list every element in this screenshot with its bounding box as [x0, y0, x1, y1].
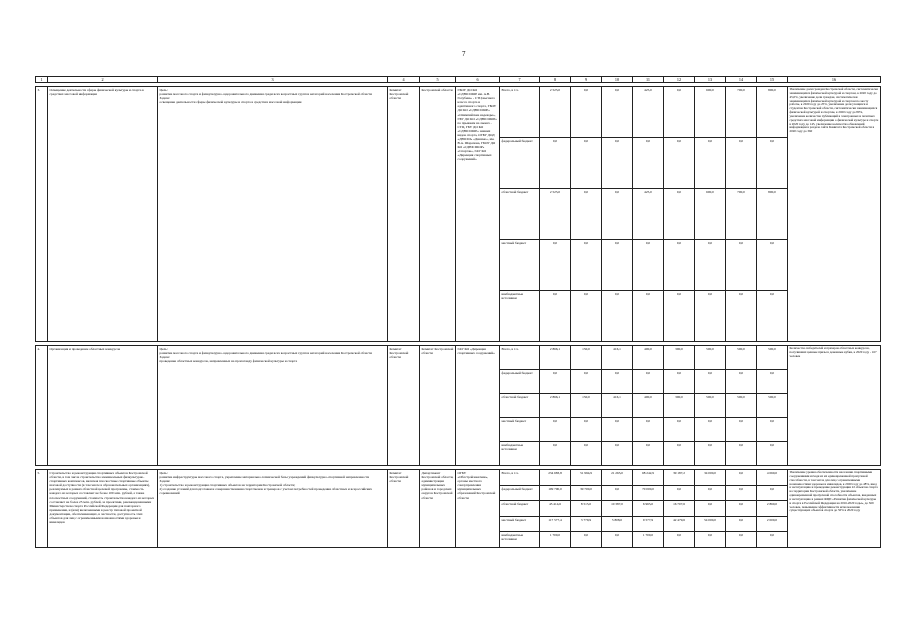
task-text: 2) создание условий для подготовки и совершенствования спортсменов и тренеров с учетом потребностей проведения областных и всероссийских соревнований [159, 487, 372, 496]
responsible-executor: Комитет Костромской области [388, 87, 420, 342]
funding-value: 800,0 [757, 189, 788, 240]
funding-value: 500,0 [695, 346, 726, 370]
funding-value: 0,0 [695, 291, 726, 342]
funding-value: 0,0 [571, 87, 602, 138]
tasks-label: Задача: [159, 355, 170, 360]
funding-source: внебюджетные источники [500, 532, 540, 548]
funding-value: 0,0 [540, 442, 571, 466]
funding-value: 400,0 [633, 394, 664, 418]
funding-value: 0,0 [695, 138, 726, 189]
funding-source: областной бюджет [500, 189, 540, 240]
funding-value: 0,0 [695, 418, 726, 442]
expected-result: Увеличение уровня обеспеченности населения спортивными сооружениями исходя из их единовременной пропускной способности, в том числе для лиц с ограниченными возможностями здоровья и инвалидов, к 2020 году до 48%, ввод в эксплуатацию и проведение реконструкции 22 объектов спорта на территории Костромской области, увеличение единовременной пропускной способности объектов, введенных в эксплуатацию в рамках ФЦП «Развитие физической культуры и спорта в Российской Федерации на 2016-2020 годы», до 369 человек, повышение эффективности использования существующих объектов спорта до 50% в 2020 году [788, 470, 881, 548]
page-number: 7 [462, 50, 466, 58]
responsible-executor: Комитет Костромской области [388, 346, 420, 466]
funding-value: 500,0 [757, 346, 788, 370]
funding-value: 6 965,0 [633, 501, 664, 517]
funding-value: 4 060,0 [757, 470, 788, 486]
funding-value: 0,0 [695, 370, 726, 394]
funding-value: 0,0 [695, 501, 726, 517]
funding-value: 500,0 [726, 346, 757, 370]
funding-value: 0,0 [664, 418, 695, 442]
tasks-label: Задачи: [159, 479, 171, 484]
funding-value: 500,0 [695, 394, 726, 418]
funding-value: 500,0 [757, 394, 788, 418]
funding-value: 150,0 [571, 346, 602, 370]
funding-value: 390,0 [664, 346, 695, 370]
funding-source: внебюджетные источники [500, 291, 540, 342]
funding-value: 0,0 [602, 138, 633, 189]
task-text: проведение областных конкурсов, направленных на пропаганду физической культуры и спорта [159, 359, 298, 364]
funding-value: 0,0 [695, 240, 726, 291]
funding-value: 5 808,0 [602, 516, 633, 532]
funding-value: 400,0 [633, 346, 664, 370]
funding-value: 3 779,9 [571, 516, 602, 532]
table-row [36, 346, 881, 370]
header-cell: 15 [757, 77, 788, 83]
table-row [36, 87, 881, 138]
section-number: 3. [36, 87, 48, 342]
header-cell: 2 [48, 77, 158, 83]
funding-source: Всего, в т.ч. [500, 87, 540, 138]
header-cell: 1 [36, 77, 48, 83]
goal-and-tasks [158, 470, 388, 548]
funding-source: внебюджетные источники [500, 442, 540, 466]
header-cell: 13 [695, 77, 726, 83]
funding-value: 0,0 [695, 442, 726, 466]
funding-value: 0,0 [757, 532, 788, 548]
funding-value: 0,0 [726, 370, 757, 394]
funding-value: 45 414,6 [540, 501, 571, 517]
funding-value: 0,0 [540, 418, 571, 442]
goal-and-tasks [158, 87, 388, 342]
funding-value: 109 700,0 [540, 485, 571, 501]
funding-value: 425,0 [633, 87, 664, 138]
funding-value: 0,0 [571, 189, 602, 240]
funding-value: 39 700,0 [571, 485, 602, 501]
funding-value: 0,0 [664, 240, 695, 291]
header-cell: 11 [633, 77, 664, 83]
funding-value: 0,0 [602, 532, 633, 548]
funding-value: 51 994,9 [571, 470, 602, 486]
funding-value: 0,0 [602, 189, 633, 240]
funding-value: 0,0 [757, 485, 788, 501]
funding-value: 0,0 [726, 532, 757, 548]
co-executor: Департамент Костромской области, администрации муниципальных районов и городских округов Костромской области [420, 470, 456, 548]
funding-source: областной бюджет [500, 394, 540, 418]
funding-value: 150,0 [571, 394, 602, 418]
funding-value: 0,0 [757, 418, 788, 442]
funding-value: 0,0 [633, 291, 664, 342]
goal-and-tasks [158, 346, 388, 466]
goal-text: развитие массового спорта и физкультурно-оздоровительного движения среди всех возрастных групп и категорий населения Костромской области [159, 351, 372, 356]
funding-value: 1 700,0 [540, 532, 571, 548]
funding-value: 0,0 [757, 291, 788, 342]
section-name: Освещение деятельности сферы физической культуры и спорта в средствах массовой информации [48, 87, 158, 342]
funding-value: 0,0 [726, 418, 757, 442]
funding-value: 600,0 [695, 189, 726, 240]
participants: ГБОУ ДО КО «СДЮСШОР им. А.В. Голубева» - СТЦ высшего класса спорта и адаптивного спорта, ГБОУ ДО КО «СДЮСШОР» «Олимпийские надежды», ГБУ ДО КО «СДЮСШОР» по прыжкам на лыжах - СТЦ, ГБУ ДО КО «СДЮСШОР» зимних видов спорта, ОГБУ ДОД «ДЮСШ» «Динамо», им. В.А. Шарапова, ГБОУ ДО КО «СДЮСШОР» «Спартак», ГАУ КО «Дирекция спортивных сооружений» [456, 87, 500, 342]
goal-text: развитие массового спорта и физкультурно-оздоровительного движения среди всех возрастных групп и категорий населения Костромской области [159, 92, 372, 97]
header-cell: 6 [456, 77, 500, 83]
funding-source: федеральный бюджет [500, 485, 540, 501]
funding-value: 600,0 [695, 87, 726, 138]
funding-value: 54 000,0 [695, 516, 726, 532]
funding-value: 42 479,6 [664, 516, 695, 532]
funding-value: 234 683,8 [540, 470, 571, 486]
funding-value: 425,0 [633, 189, 664, 240]
task-text: освещение деятельности сферы физической культуры и спорта в средствах массовой информации [159, 100, 302, 105]
funding-value: 0,0 [571, 240, 602, 291]
funding-value: 9 577,9 [633, 516, 664, 532]
goal-label: Цель: [159, 347, 168, 352]
funding-value: 0,0 [664, 442, 695, 466]
header-cell: 14 [726, 77, 757, 83]
funding-value: 0,0 [633, 418, 664, 442]
funding-value: 0,0 [602, 87, 633, 138]
section-name: Строительство и реконструкция спортивных объектов Костромской области, в том числе строительство межшкольных физкультурно-спортивных комплексов, включая плоскостные спортивные объекты шаговой доступности (в том числе в образовательных организациях), реализуемых в рамках областной целевой программы, стоимость каждого из которых составляет не более 100 млн. рублей, а также плоскостных сооружений, стоимость строительства каждого из которых составляет не более 25 млн. рублей, за проектами, рекомендованными Министерством спорта Российской Федерации для повторного применения, и (или) включенными в реестр типовой проектной документации, обеспечивающих, в частности, доступность этих объектов для лиц с ограниченными возможностями здоровья и инвалидов [48, 470, 158, 548]
funding-value: 8 515,0 [571, 501, 602, 517]
funding-value: 0,0 [664, 532, 695, 548]
funding-value: 0,0 [571, 138, 602, 189]
funding-value: 0,0 [540, 138, 571, 189]
funding-value: 0,0 [695, 532, 726, 548]
header-cell: 8 [540, 77, 571, 83]
funding-value: 0,0 [633, 240, 664, 291]
funding-value: 0,0 [602, 370, 633, 394]
funding-value: 16 707,6 [664, 501, 695, 517]
funding-value: 2 525,0 [540, 189, 571, 240]
funding-value: 0,0 [571, 291, 602, 342]
funding-value: 0,0 [757, 370, 788, 394]
funding-value: 2 000,0 [757, 516, 788, 532]
funding-value: 34 000,0 [695, 470, 726, 486]
funding-value: 0,0 [602, 418, 633, 442]
funding-source: местный бюджет [500, 516, 540, 532]
funding-value: 0,0 [726, 470, 757, 486]
funding-value: 0,0 [664, 291, 695, 342]
funding-value: 0,0 [571, 370, 602, 394]
header-cell: 16 [788, 77, 881, 83]
funding-value: 0,0 [757, 138, 788, 189]
header-cell: 4 [388, 77, 420, 83]
funding-value: 0,0 [571, 418, 602, 442]
funding-value: 68 242,9 [633, 470, 664, 486]
co-executor: Комитет Костромской области [420, 346, 456, 466]
funding-value: 0,0 [695, 485, 726, 501]
funding-value: 0,0 [602, 485, 633, 501]
funding-value: 0,0 [602, 240, 633, 291]
funding-value: 0,0 [571, 532, 602, 548]
funding-value: 0,0 [571, 442, 602, 466]
funding-value: 0,0 [664, 370, 695, 394]
header-cell: 12 [664, 77, 695, 83]
funding-source: местный бюджет [500, 418, 540, 442]
header-cell: 3 [158, 77, 388, 83]
funding-value: 2 860,0 [757, 501, 788, 517]
co-executor: Костромской области [420, 87, 456, 342]
funding-value: 2 866,1 [540, 394, 571, 418]
funding-source: федеральный бюджет [500, 370, 540, 394]
funding-value: 0,0 [726, 138, 757, 189]
tasks-label: Задача: [159, 96, 170, 101]
funding-value: 21 263,0 [602, 470, 633, 486]
funding-value: 800,0 [757, 87, 788, 138]
funding-value: 0,0 [726, 501, 757, 517]
funding-value: 0,0 [633, 138, 664, 189]
funding-value: 0,0 [602, 442, 633, 466]
funding-value: 39 187,2 [664, 470, 695, 486]
funding-value: 0,0 [757, 442, 788, 466]
funding-value: 2 525,0 [540, 87, 571, 138]
table-body [36, 77, 881, 548]
funding-value: 416,1 [602, 346, 633, 370]
section-number: 5. [36, 470, 48, 548]
funding-value: 0,0 [664, 138, 695, 189]
funding-value: 0,0 [664, 87, 695, 138]
funding-value: 700,0 [726, 87, 757, 138]
funding-source: федеральный бюджет [500, 138, 540, 189]
funding-value: 0,0 [726, 516, 757, 532]
funding-value: 700,0 [726, 189, 757, 240]
header-cell: 10 [602, 77, 633, 83]
program-table [35, 76, 881, 548]
funding-value: 0,0 [726, 442, 757, 466]
header-cell: 7 [500, 77, 540, 83]
funding-value: 0,0 [540, 240, 571, 291]
section-number: 4. [36, 346, 48, 466]
funding-source: местный бюджет [500, 240, 540, 291]
responsible-executor: Комитет Костромской области [388, 470, 420, 548]
funding-value: 0,0 [540, 370, 571, 394]
goal-label: Цель: [159, 88, 168, 93]
funding-source: Всего, в т.ч. [500, 470, 540, 486]
funding-value: 0,0 [726, 291, 757, 342]
funding-value: 117 577,4 [540, 516, 571, 532]
goal-label: Цель: [159, 471, 168, 476]
expected-result: Количество победителей и призеров областных конкурсов, получивших ценные призы в денежные кубки, к 2020 году - 167 человек [788, 346, 881, 466]
funding-source: областной бюджет [500, 501, 540, 517]
funding-value: 416,1 [602, 394, 633, 418]
header-cell: 5 [420, 77, 456, 83]
funding-value: 0,0 [664, 485, 695, 501]
goal-text: развитие инфраструктуры массового спорта, укрепление материально-технической базы учреждений физкультурно-спортивной направленности [159, 475, 370, 480]
funding-value: 500,0 [726, 394, 757, 418]
funding-value: 390,0 [664, 394, 695, 418]
funding-value: 0,0 [757, 240, 788, 291]
section-name: Организация и проведение областных конкурсов [48, 346, 158, 466]
participants: ГАУ КО «Дирекция спортивных сооружений» [456, 346, 500, 466]
task-text: 1) строительство и реконструкция спортивных объектов на территории Костромской области; [159, 483, 296, 488]
expected-result: Увеличение доли граждан Костромской области, систематически занимающихся физической культурой и спортом, к 2020 году до 45,0%, увеличение доли граждан, систематически занимающихся физической культурой и спортом по месту работы, к 2020 году до 25%, увеличение доли учащихся и студентов Костромской области, систематически занимающихся физической культурой и спортом, к 2020 году до 80%, увеличение количества публикаций в электронных и печатных средствах массовой информации о физической культуре и спорте в 2020 году до 145, увеличение количества обновлений информации в разделе сайта Комитета Костромской области в 2020 году до 360 [788, 87, 881, 342]
funding-source: Всего, в т.ч. [500, 346, 540, 370]
participants: ОГБУ «Облстройзаказчик», органы местного самоуправления муниципальных образований Костромской области [456, 470, 500, 548]
funding-value: 1 700,0 [633, 532, 664, 548]
table-row [36, 470, 881, 486]
funding-value: 0,0 [633, 370, 664, 394]
funding-value: 0,0 [540, 291, 571, 342]
header-cell: 9 [571, 77, 602, 83]
funding-value: 0,0 [602, 291, 633, 342]
funding-value: 0,0 [726, 485, 757, 501]
funding-value: 2 866,1 [540, 346, 571, 370]
funding-value: 0,0 [633, 442, 664, 466]
funding-value: 0,0 [664, 189, 695, 240]
funding-value: 0,0 [726, 240, 757, 291]
funding-value: 70 000,0 [633, 485, 664, 501]
funding-value: 10 387,0 [602, 501, 633, 517]
